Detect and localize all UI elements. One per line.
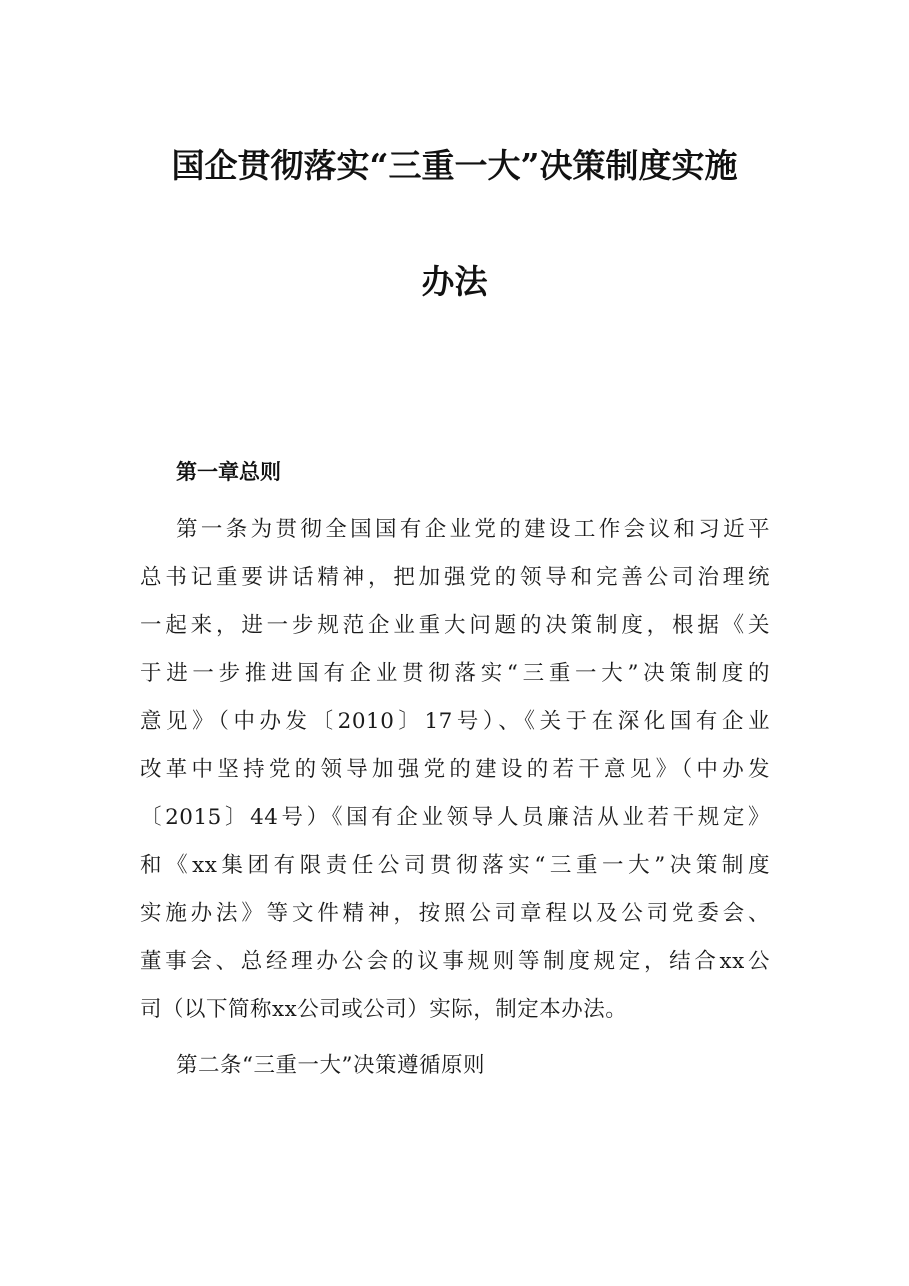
article-1-line: 一起来，进一步规范企业重大问题的决策制度，根据《关 — [140, 613, 770, 638]
article-2-heading: 第二条“三重一大”决策遵循原则 — [176, 1053, 485, 1078]
article-1-line: 和《xx集团有限责任公司贯彻落实“三重一大”决策制度 — [140, 853, 770, 878]
chapter-heading: 第一章总则 — [176, 460, 281, 484]
article-1-line: 于进一步推进国有企业贯彻落实“三重一大”决策制度的 — [140, 661, 770, 686]
article-1-line: 第一条为贯彻全国国有企业党的建设工作会议和习近平 — [176, 517, 770, 542]
document-title-line-2: 办法 — [421, 262, 488, 301]
article-1-line: 司（以下简称xx公司或公司）实际，制定本办法。 — [140, 997, 628, 1022]
article-1-line: 〔2015〕44号）《国有企业领导人员廉洁从业若干规定》 — [140, 805, 770, 830]
article-1-line: 实施办法》等文件精神，按照公司章程以及公司党委会、 — [140, 901, 770, 926]
article-1-line: 董事会、总经理办公会的议事规则等制度规定，结合xx公 — [140, 949, 770, 974]
document-title-line-1: 国企贯彻落实“三重一大”决策制度实施 — [171, 146, 738, 185]
article-1-line: 改革中坚持党的领导加强党的建设的若干意见》（中办发 — [140, 757, 770, 782]
article-1-line: 总书记重要讲话精神，把加强党的领导和完善公司治理统 — [140, 565, 770, 590]
article-1-line: 意见》（中办发〔2010〕17号）、《关于在深化国有企业 — [140, 709, 770, 734]
